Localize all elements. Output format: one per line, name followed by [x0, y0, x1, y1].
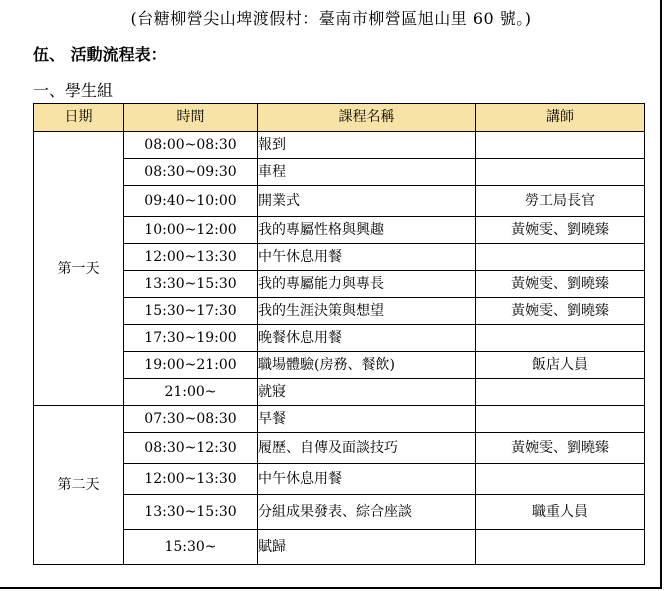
- time-cell: 09:40~10:00: [124, 186, 258, 217]
- teacher-cell: 飯店人員: [476, 352, 645, 379]
- table-row: [34, 298, 645, 325]
- venue-address: (台糖柳營尖山埤渡假村：臺南市柳營區旭山里 60 號。): [130, 9, 532, 28]
- teacher-cell: 黃婉雯、劉曉臻: [476, 433, 645, 464]
- header-course: 課程名稱: [258, 104, 476, 132]
- teacher-cell: 黃婉雯、劉曉臻: [476, 217, 645, 244]
- schedule-body: [34, 132, 645, 565]
- header-teacher: 講師: [476, 104, 645, 132]
- table-row: [34, 406, 645, 433]
- teacher-cell: [476, 132, 645, 159]
- time-cell: 07:30~08:30: [124, 406, 258, 433]
- table-row: [34, 244, 645, 271]
- time-cell: 10:00~12:00: [124, 217, 258, 244]
- time-cell: 15:30~17:30: [124, 298, 258, 325]
- day-label: 第二天: [34, 406, 124, 565]
- schedule-table: [33, 103, 645, 565]
- time-cell: 12:00~13:30: [124, 244, 258, 271]
- course-cell: 開業式: [258, 186, 476, 217]
- time-cell: 17:30~19:00: [124, 325, 258, 352]
- course-cell: 賦歸: [258, 530, 476, 565]
- header-time: 時間: [124, 104, 258, 132]
- teacher-cell: [476, 530, 645, 565]
- course-cell: 我的生涯決策與想望: [258, 298, 476, 325]
- course-cell: 就寢: [258, 379, 476, 406]
- time-cell: 08:30~12:30: [124, 433, 258, 464]
- table-header-row: [34, 104, 645, 132]
- time-cell: 13:30~15:30: [124, 271, 258, 298]
- teacher-cell: 黃婉雯、劉曉臻: [476, 271, 645, 298]
- time-cell: 08:00~08:30: [124, 132, 258, 159]
- course-cell: 分組成果發表、綜合座談: [258, 495, 476, 530]
- teacher-cell: [476, 159, 645, 186]
- course-cell: 我的專屬能力與專長: [258, 271, 476, 298]
- table-row: [34, 433, 645, 464]
- course-cell: 早餐: [258, 406, 476, 433]
- teacher-cell: [476, 379, 645, 406]
- time-cell: 12:00~13:30: [124, 464, 258, 495]
- table-row: [34, 464, 645, 495]
- teacher-cell: [476, 464, 645, 495]
- teacher-cell: [476, 325, 645, 352]
- table-row: [34, 159, 645, 186]
- section-title: 伍、 活動流程表：: [33, 45, 167, 64]
- table-row: [34, 325, 645, 352]
- subsection-title: 一、學生組: [33, 81, 114, 100]
- course-cell: 職場體驗(房務、餐飲): [258, 352, 476, 379]
- teacher-cell: 職重人員: [476, 495, 645, 530]
- table-row: [34, 530, 645, 565]
- table-row: [34, 379, 645, 406]
- course-cell: 履歷、自傳及面談技巧: [258, 433, 476, 464]
- table-row: [34, 186, 645, 217]
- course-cell: 晚餐休息用餐: [258, 325, 476, 352]
- table-row: [34, 132, 645, 159]
- table-row: [34, 217, 645, 244]
- teacher-cell: [476, 244, 645, 271]
- table-row: [34, 271, 645, 298]
- teacher-cell: 勞工局長官: [476, 186, 645, 217]
- time-cell: 15:30~: [124, 530, 258, 565]
- table-row: [34, 352, 645, 379]
- time-cell: 21:00~: [124, 379, 258, 406]
- time-cell: 08:30~09:30: [124, 159, 258, 186]
- course-cell: 中午休息用餐: [258, 244, 476, 271]
- teacher-cell: 黃婉雯、劉曉臻: [476, 298, 645, 325]
- header-day: 日期: [34, 104, 124, 132]
- course-cell: 報到: [258, 132, 476, 159]
- table-row: [34, 495, 645, 530]
- course-cell: 我的專屬性格與興趣: [258, 217, 476, 244]
- day-label: 第一天: [34, 132, 124, 406]
- course-cell: 車程: [258, 159, 476, 186]
- teacher-cell: [476, 406, 645, 433]
- time-cell: 19:00~21:00: [124, 352, 258, 379]
- course-cell: 中午休息用餐: [258, 464, 476, 495]
- time-cell: 13:30~15:30: [124, 495, 258, 530]
